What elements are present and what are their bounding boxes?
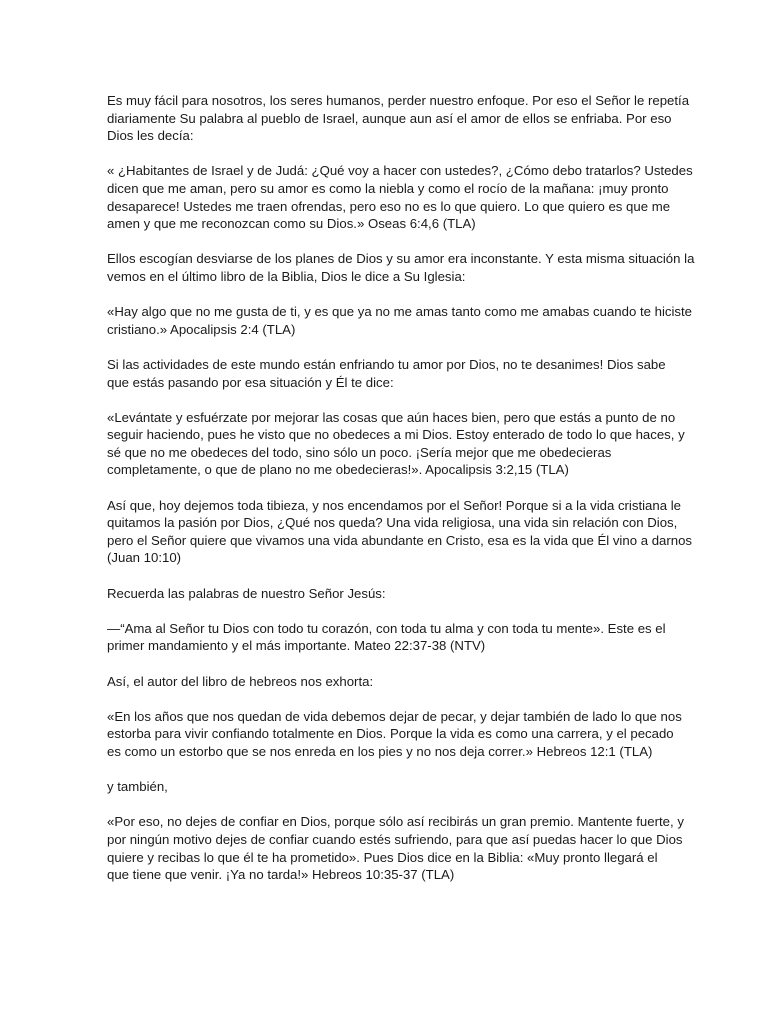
text-line: por ningún motivo dejes de confiar cuando estés sufriendo, para que así puedas hacer lo que Dios <box>107 831 683 847</box>
paragraph-quote-hebreos-12 <box>107 708 682 761</box>
text-line: pero el Señor quiere que vivamos una vida abundante en Cristo, esa es la vida que Él vino a darnos <box>107 532 693 548</box>
text-line: y también, <box>107 779 168 795</box>
text-line: «En los años que nos quedan de vida debemos dejar de pecar, y dejar también de lado lo que nos <box>107 708 682 724</box>
text-line: « ¿Habitantes de Israel y de Judá: ¿Qué voy a hacer con ustedes?, ¿Cómo debo tratarlos? Ustedes <box>107 163 693 179</box>
text-line: seguir haciendo, pues he visto que no obedeces a mi Dios. Estoy enterado de todo lo que haces, y <box>107 427 685 443</box>
text-line: diariamente Su palabra al pueblo de Israel, aunque aun así el amor de ellos se enfriaba. Por eso <box>107 110 672 126</box>
paragraph-hebrews-author <box>107 673 667 691</box>
text-line: «Hay algo que no me gusta de ti, y es que ya no me amas tanto como me amabas cuando te hiciste <box>107 304 692 320</box>
text-line: primer mandamiento y el más importante. Mateo 22:37-38 (NTV) <box>107 638 486 654</box>
text-line: Si las actividades de este mundo están enfriando tu amor por Dios, no te desanimes! Dios sabe <box>107 356 666 372</box>
text-line: Dios les decía: <box>107 128 194 144</box>
paragraph-dont-be-discouraged <box>107 356 667 391</box>
text-line: «Levántate y esfuérzate por mejorar las cosas que aún haces bien, pero que estás a punto de no <box>107 409 676 425</box>
text-line: es como un estorbo que se nos enreda en los pies y no nos deja correr.» Hebreos 12:1 (TLA) <box>107 743 653 759</box>
text-line: desaparece! Ustedes me traen ofrendas, pero eso no es lo que quiero. Lo que quiero es que me <box>107 198 671 214</box>
document-page <box>107 92 695 901</box>
text-line: Así que, hoy dejemos toda tibieza, y nos encendamos por el Señor! Porque si a la vida cristiana le <box>107 497 681 513</box>
text-line: —“Ama al Señor tu Dios con todo tu corazón, con toda tu alma y con toda tu mente». Este es el <box>107 620 666 636</box>
text-line: Ellos escogían desviarse de los planes de Dios y su amor era inconstante. Y esta misma situación la <box>107 251 695 267</box>
paragraph-intro <box>107 92 690 145</box>
paragraph-quote-mateo <box>107 620 667 655</box>
paragraph-quote-apocalipsis-3 <box>107 409 685 479</box>
paragraph-quote-hebreos-10 <box>107 813 684 883</box>
text-line: completamente, o que de plano no me obedecieras!». Apocalipsis 3:2,15 (TLA) <box>107 462 569 478</box>
paragraph-quote-oseas <box>107 162 693 232</box>
text-line: que estás pasando por esa situación y Él te dice: <box>107 374 394 390</box>
text-line: sé que no me obedeces del todo, sino sólo un poco. ¡Sería mejor que me obedecieras <box>107 444 612 460</box>
text-line: Es muy fácil para nosotros, los seres humanos, perder nuestro enfoque. Por eso el Señor le repetía <box>107 93 690 108</box>
text-line: cristiano.» Apocalipsis 2:4 (TLA) <box>107 321 296 337</box>
text-line: «Por eso, no dejes de confiar en Dios, porque sólo así recibirás un gran premio. Mantente fuerte, y <box>107 814 684 830</box>
paragraph-remember-jesus <box>107 585 667 603</box>
text-line: vemos en el último libro de la Biblia, Dios le dice a Su Iglesia: <box>107 268 466 284</box>
text-line: estorba para vivir confiando totalmente en Dios. Porque la vida es como una carrera, y el pecado <box>107 726 674 742</box>
text-line: que tiene que venir. ¡Ya no tarda!» Hebreos 10:35-37 (TLA) <box>107 867 455 883</box>
text-line: (Juan 10:10) <box>107 550 182 566</box>
paragraph-and-also <box>107 778 667 796</box>
text-line: quitamos la pasión por Dios, ¿Qué nos queda? Una vida religiosa, una vida sin relación con Dios, <box>107 515 678 531</box>
paragraph-inconstant-love <box>107 250 695 285</box>
text-line: amen y que me reconozcan como su Dios.» Oseas 6:4,6 (TLA) <box>107 216 476 232</box>
text-line: Recuerda las palabras de nuestro Señor Jesús: <box>107 585 386 601</box>
text-line: dicen que me aman, pero su amor es como la niebla y como el rocío de la mañana: ¡muy pronto <box>107 180 669 196</box>
text-line: Así, el autor del libro de hebreos nos exhorta: <box>107 673 374 689</box>
paragraph-no-lukewarmness <box>107 497 693 567</box>
paragraph-quote-apocalipsis-2 <box>107 303 692 338</box>
text-line: quiere y recibas lo que él te ha prometido». Pues Dios dice en la Biblia: «Muy pronto llegará el <box>107 849 658 865</box>
